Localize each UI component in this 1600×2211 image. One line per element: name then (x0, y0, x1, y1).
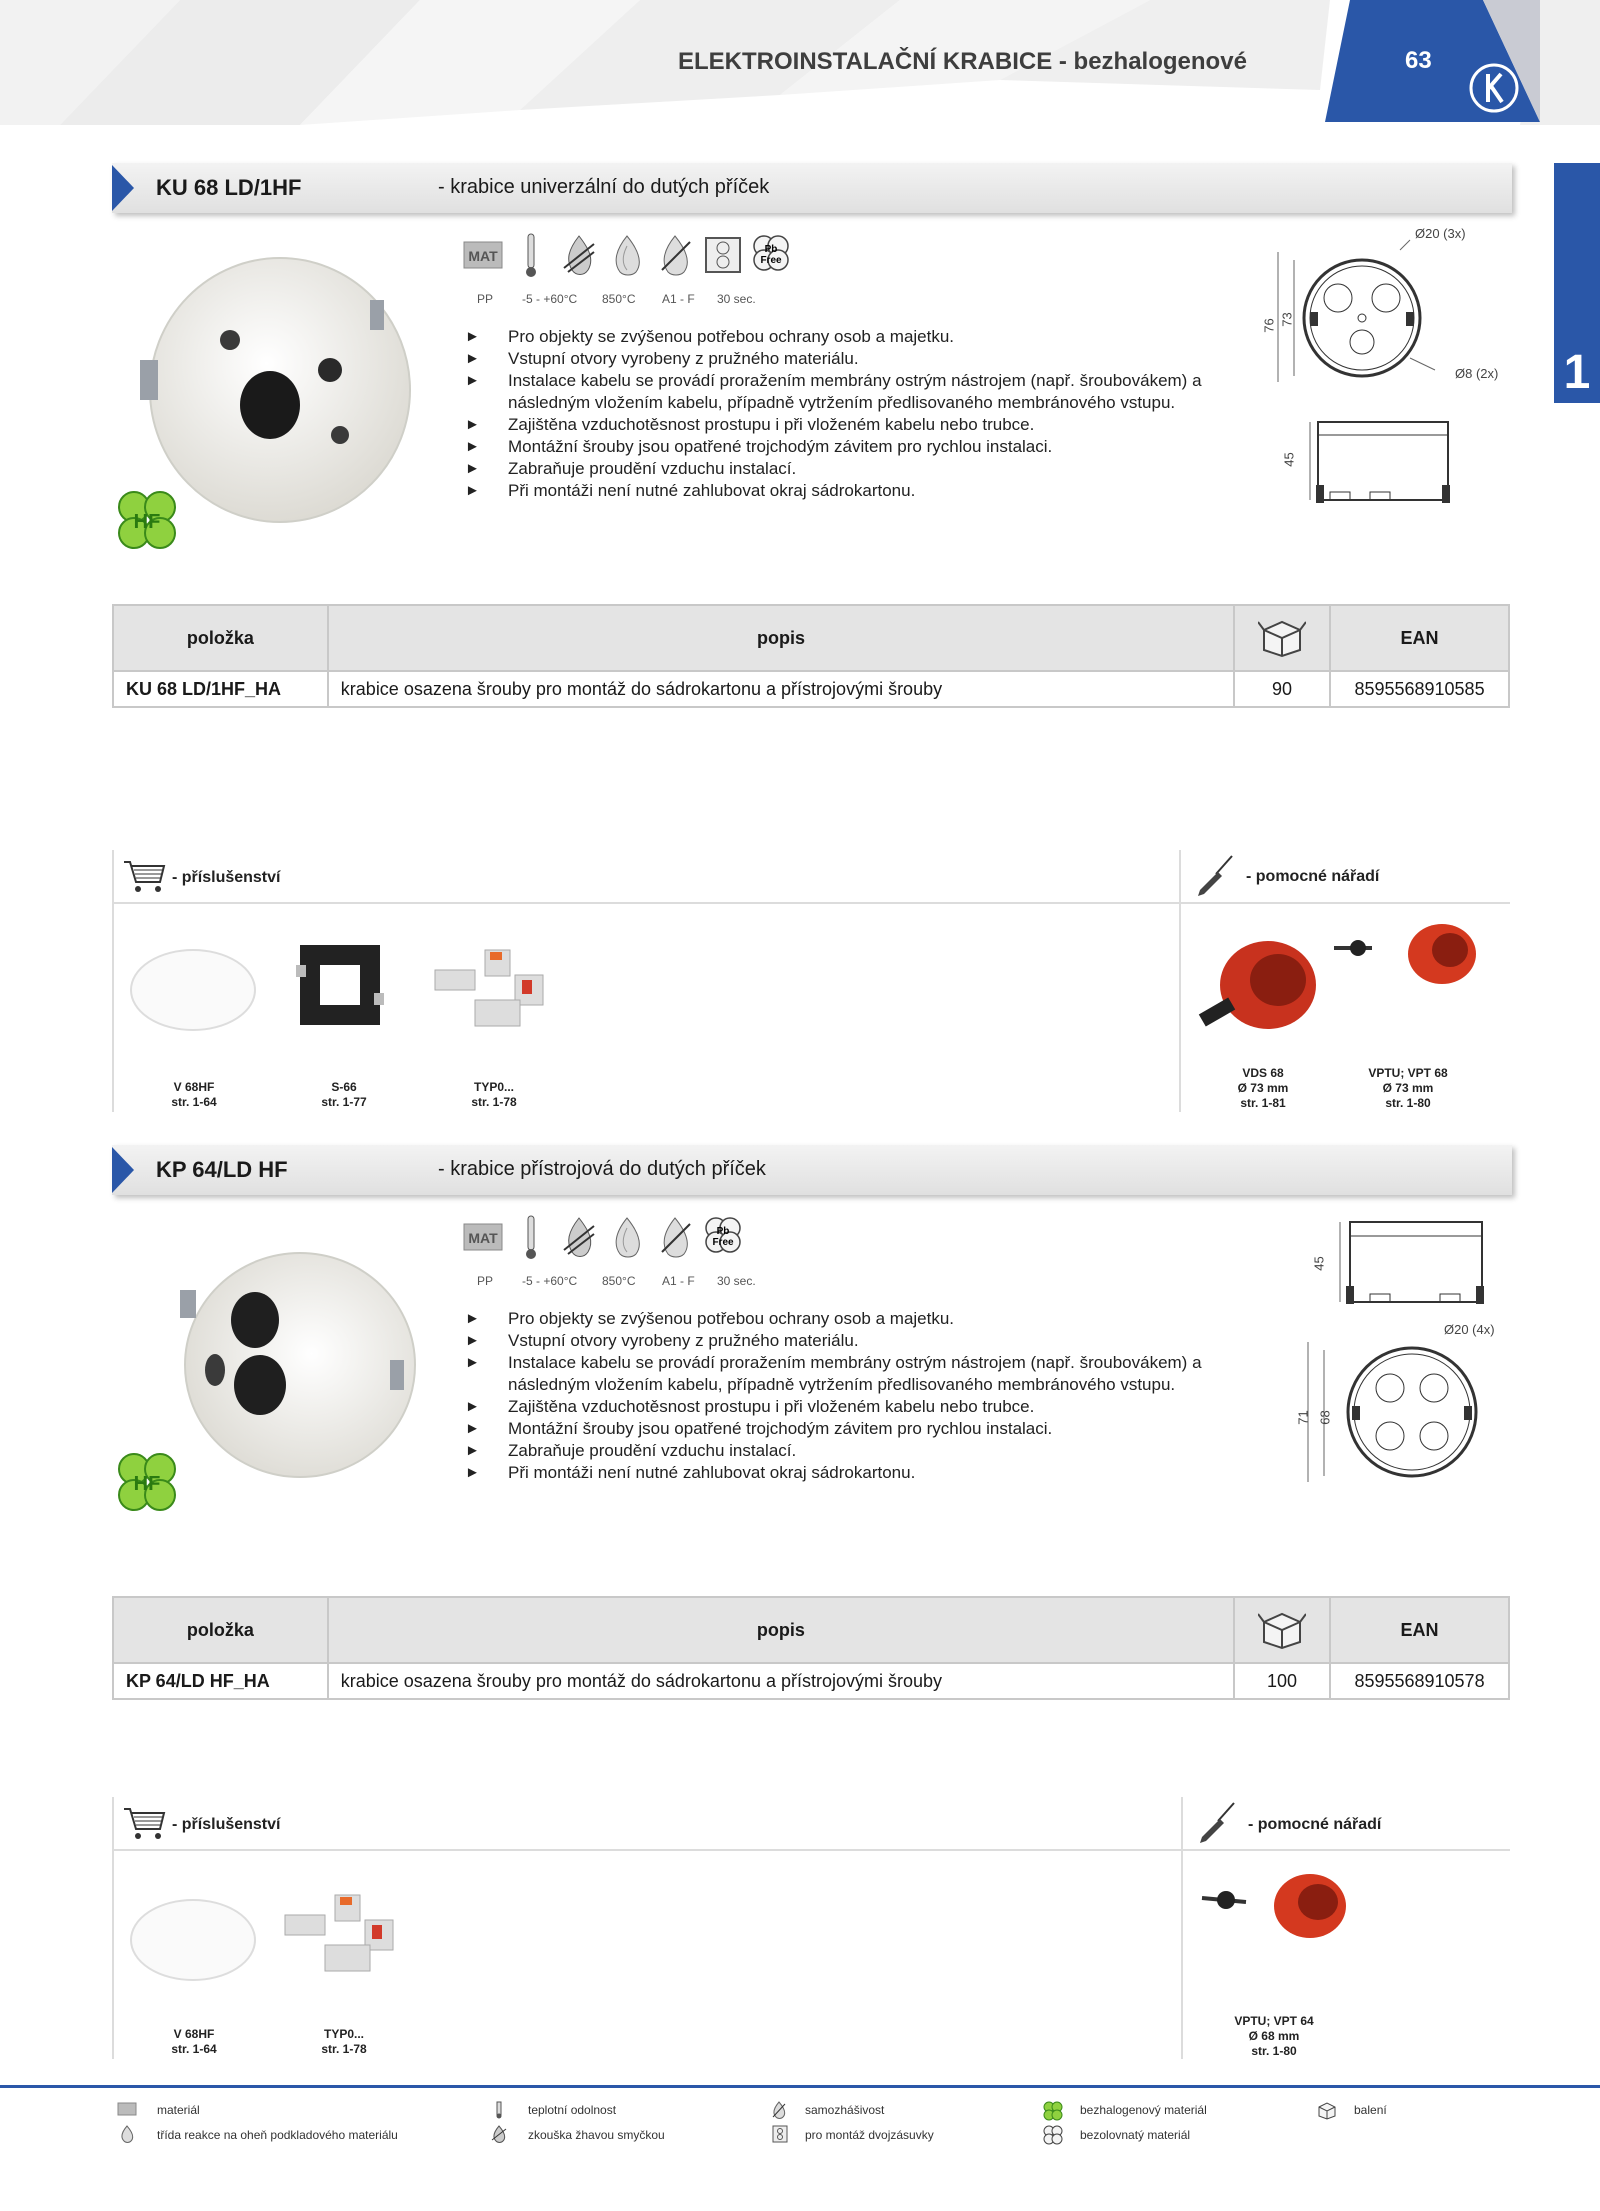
legend-label: materiál (157, 2103, 200, 2117)
glow-wire-icon (490, 2125, 508, 2143)
divider (1181, 1797, 1183, 2059)
legend-label: samozhášivost (805, 2103, 885, 2117)
legend-label: bezolovnatý materiál (1080, 2128, 1191, 2142)
icon-legend (0, 2095, 1600, 2155)
product-table (112, 604, 1510, 708)
tool-image-holesaw (1190, 925, 1320, 1050)
product-description: - krabice univerzální do dutých příček (438, 176, 770, 198)
tool-item[interactable]: VPTU; VPT 64 Ø 68 mm str. 1-80 (1234, 2014, 1314, 2058)
divider (112, 902, 1510, 904)
col-header-item: položka (113, 1597, 328, 1663)
feature-item: ► Zabraňuje proudění vzduchu instalací. (465, 1440, 1255, 1462)
divider (112, 850, 114, 1112)
hf-badge-label: HF (133, 1473, 161, 1495)
accessory-item[interactable]: V 68HF str. 1-64 (171, 1080, 217, 1109)
svg-text:Free: Free (712, 1237, 734, 1248)
product-code: KU 68 LD/1HF (156, 175, 302, 200)
dimension-label: 71 (1295, 1410, 1311, 1425)
property-icon-labels: PP -5 - +60°C 850°C A1 - F 30 sec. (477, 1274, 756, 1288)
svg-text:Pb: Pb (716, 1226, 730, 1237)
col-header-description: popis (328, 1597, 1234, 1663)
property-icons (462, 232, 792, 278)
feature-item: ► Zajištěna vzduchotěsnost prostupu i při vloženém kabelu nebo trubce. (465, 414, 1255, 436)
product-title-arrow (112, 165, 134, 211)
page-number: 63 (1405, 47, 1432, 74)
lead-free-icon (702, 1214, 744, 1260)
accessory-item[interactable]: V 68HF str. 1-64 (171, 2027, 217, 2056)
legend-label: balení (1354, 2103, 1387, 2117)
feature-item: ► Při montáži není nutné zahlubovat okraj sádrokartonu. (465, 480, 1255, 502)
cell-ean: 8595568910585 (1330, 671, 1509, 707)
feature-list (465, 326, 1255, 502)
cart-icon (122, 856, 166, 896)
technical-drawing-ku68 (1270, 230, 1470, 515)
accessory-item[interactable]: TYP0... str. 1-78 (321, 2027, 367, 2056)
feature-item: ► Vstupní otvory vyrobeny z pružného materiálu. (465, 348, 1255, 370)
chapter-number: 1 (1563, 346, 1591, 399)
thermometer-icon (510, 1214, 552, 1260)
svg-text:MAT: MAT (468, 248, 498, 264)
package-icon (1258, 1606, 1306, 1650)
legend-label: pro montáž dvojzásuvky (805, 2128, 934, 2142)
svg-text:Pb: Pb (764, 244, 778, 255)
feature-item: ► Při montáži není nutné zahlubovat okraj sádrokartonu. (465, 1462, 1255, 1484)
flame-on-surface-icon (119, 2125, 135, 2143)
property-icon-labels: PP -5 - +60°C 850°C A1 - F 30 sec. (477, 292, 756, 306)
cell-description: krabice osazena šrouby pro montáž do sádrokartonu a přístrojovými šrouby (328, 1663, 1234, 1699)
accessory-image-frame (290, 935, 390, 1035)
accessory-image-cover (128, 1895, 258, 1985)
screwdriver-icon (1192, 852, 1238, 898)
feature-item: ► Pro objekty se zvýšenou potřebou ochrany osob a majetku. (465, 326, 1255, 348)
feature-item: ► Montážní šrouby jsou opatřené trojchodým závitem pro rychlou instalaci. (465, 436, 1255, 458)
dimension-label: 76 (1261, 318, 1277, 333)
product-table (112, 1596, 1510, 1700)
product-title-arrow (112, 1147, 134, 1193)
product-description: - krabice přístrojová do dutých příček (438, 1158, 766, 1180)
product-code: KP 64/LD HF (156, 1157, 288, 1182)
divider (112, 1797, 114, 2059)
accessory-image-connectors (280, 1885, 405, 1985)
feature-item: ► Instalace kabelu se provádí proražením membrány ostrým nástrojem (např. šroubovákem) a následným vložením kabelu, případně vytržením předlisovaného membránového vstupu. (465, 1352, 1255, 1396)
cell-item: KP 64/LD HF_HA (113, 1663, 328, 1699)
lead-free-icon (750, 232, 792, 278)
cell-ean: 8595568910578 (1330, 1663, 1509, 1699)
tool-image-holesaw-set (1332, 920, 1482, 990)
feature-item: ► Zabraňuje proudění vzduchu instalací. (465, 458, 1255, 480)
accessories-label: - příslušenství (172, 1816, 281, 1833)
cell-description: krabice osazena šrouby pro montáž do sádrokartonu a přístrojovými šrouby (328, 671, 1234, 707)
hf-badge-icon (112, 485, 182, 555)
cell-quantity: 100 (1234, 1663, 1330, 1699)
tools-label: - pomocné nářadí (1246, 868, 1380, 885)
mat-icon (462, 232, 504, 278)
dimension-label: 45 (1311, 1256, 1327, 1271)
flame-on-surface-icon (606, 1214, 648, 1260)
technical-drawing-kp64 (1300, 1210, 1500, 1490)
dimension-label: Ø20 (4x) (1444, 1322, 1495, 1337)
legend-label: teplotní odolnost (528, 2103, 617, 2117)
package-icon (1258, 614, 1306, 658)
accessory-item[interactable]: TYP0... str. 1-78 (471, 1080, 517, 1109)
cell-quantity: 90 (1234, 671, 1330, 707)
mat-icon (117, 2102, 137, 2116)
accessories-label: - příslušenství (172, 869, 281, 886)
col-header-item: položka (113, 605, 328, 671)
self-extinguishing-icon (770, 2101, 788, 2119)
col-header-package (1234, 1597, 1330, 1663)
lead-free-icon (1042, 2124, 1064, 2146)
package-icon (1316, 2100, 1338, 2120)
tools-label: - pomocné nářadí (1248, 1816, 1382, 1833)
col-header-ean: EAN (1330, 605, 1509, 671)
accessory-image-connectors (430, 940, 555, 1040)
glow-wire-icon (558, 232, 600, 278)
col-header-ean: EAN (1330, 1597, 1509, 1663)
feature-item: ► Pro objekty se zvýšenou potřebou ochrany osob a majetku. (465, 1308, 1255, 1330)
tool-item[interactable]: VPTU; VPT 68 Ø 73 mm str. 1-80 (1368, 1066, 1448, 1110)
tool-image-holesaw-set (1200, 1868, 1350, 1948)
dimension-label: Ø8 (2x) (1455, 366, 1499, 381)
feature-list (465, 1308, 1255, 1484)
table-row (113, 1663, 1509, 1699)
double-socket-icon (772, 2125, 788, 2143)
brand-logo-icon (1468, 62, 1520, 114)
page-title: ELEKTROINSTALAČNÍ KRABICE - bezhalogenové (678, 48, 1247, 75)
dimension-label: Ø20 (3x) (1415, 226, 1466, 241)
table-header-row (113, 1597, 1509, 1663)
svg-text:Free: Free (760, 255, 782, 266)
table-row (113, 671, 1509, 707)
thermometer-icon (510, 232, 552, 278)
svg-text:MAT: MAT (468, 1230, 498, 1246)
accessory-item[interactable]: S-66 str. 1-77 (321, 1080, 367, 1109)
dimension-label: 73 (1279, 312, 1295, 327)
self-extinguishing-icon (654, 1214, 696, 1260)
legend-label: zkouška žhavou smyčkou (528, 2128, 665, 2142)
product-title-bar (112, 163, 1512, 213)
feature-item: ► Montážní šrouby jsou opatřené trojchodým závitem pro rychlou instalaci. (465, 1418, 1255, 1440)
table-header-row (113, 605, 1509, 671)
footer-divider (0, 2085, 1600, 2088)
hf-badge-label: HF (133, 511, 161, 533)
feature-item: ► Vstupní otvory vyrobeny z pružného materiálu. (465, 1330, 1255, 1352)
feature-item: ► Instalace kabelu se provádí proražením membrány ostrým nástrojem (např. šroubovákem) a následným vložením kabelu, případně vytržením předlisovaného membránového vstupu. (465, 370, 1255, 414)
col-header-description: popis (328, 605, 1234, 671)
property-icons (462, 1214, 744, 1260)
divider (112, 1849, 1510, 1851)
cell-item: KU 68 LD/1HF_HA (113, 671, 328, 707)
flame-on-surface-icon (606, 232, 648, 278)
col-header-package (1234, 605, 1330, 671)
divider (1179, 850, 1181, 1112)
dimension-label: 68 (1317, 1410, 1333, 1425)
dimension-label: 45 (1281, 452, 1297, 467)
thermometer-icon (494, 2101, 504, 2119)
double-socket-icon (702, 232, 744, 278)
product-title-bar (112, 1145, 1512, 1195)
legend-label: třída reakce na oheň podkladového materiálu (157, 2128, 398, 2142)
hf-badge-icon (112, 1447, 182, 1517)
feature-item: ► Zajištěna vzduchotěsnost prostupu i při vloženém kabelu nebo trubce. (465, 1396, 1255, 1418)
accessory-image-cover (128, 945, 258, 1035)
screwdriver-icon (1194, 1799, 1240, 1845)
mat-icon (462, 1214, 504, 1260)
glow-wire-icon (558, 1214, 600, 1260)
legend-label: bezhalogenový materiál (1080, 2103, 1207, 2117)
cart-icon (122, 1803, 166, 1843)
self-extinguishing-icon (654, 232, 696, 278)
halogen-free-icon (1042, 2100, 1064, 2122)
tool-item[interactable]: VDS 68 Ø 73 mm str. 1-81 (1237, 1066, 1289, 1110)
